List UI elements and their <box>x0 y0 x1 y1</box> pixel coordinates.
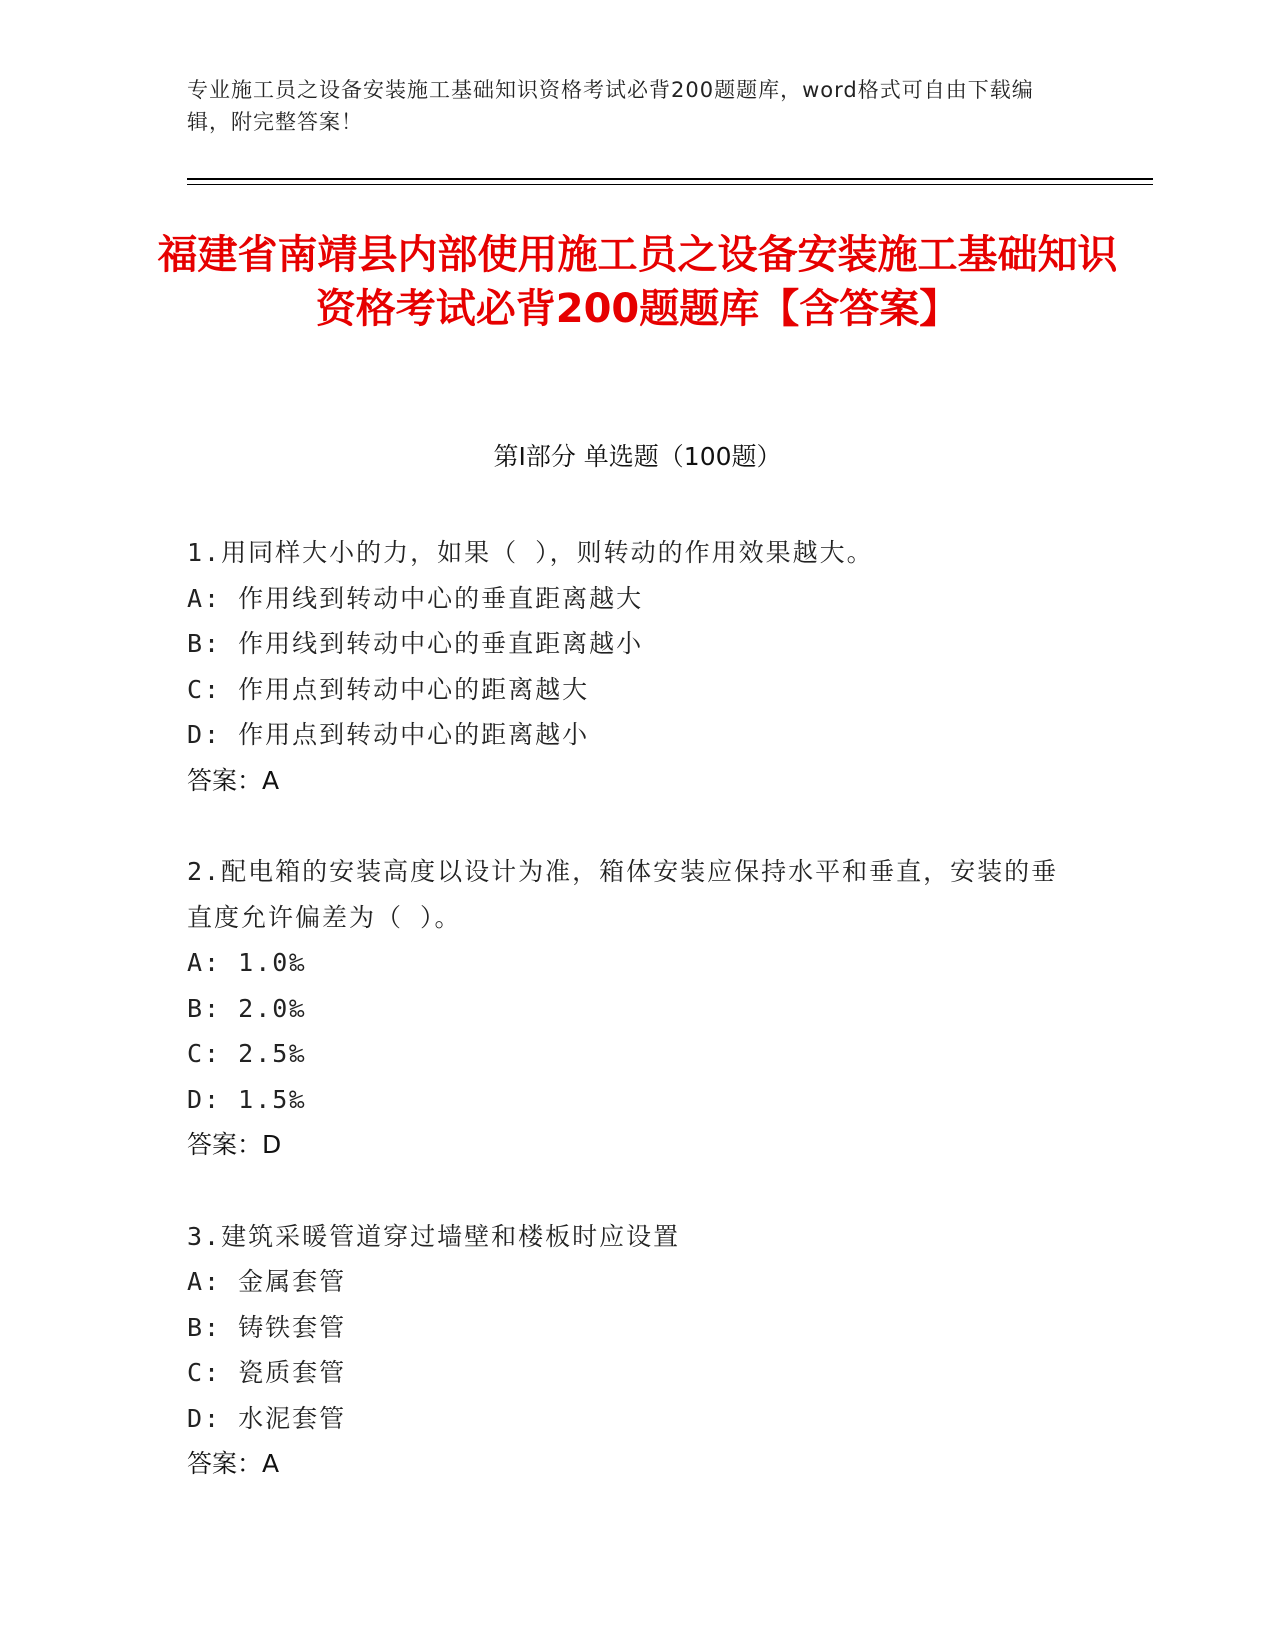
question-stem: 1.用同样大小的力，如果（ ），则转动的作用效果越大。 <box>187 538 874 567</box>
option-b: B: 铸铁套管 <box>187 1312 347 1342</box>
option-c: C: 2.5‰ <box>187 1039 307 1068</box>
option-c: C: 作用点到转动中心的距离越大 <box>187 674 590 704</box>
answer: 答案：A <box>187 765 280 795</box>
option-d: D: 水泥套管 <box>187 1403 347 1433</box>
question-stem: 2.配电箱的安装高度以设计为准，箱体安装应保持水平和垂直，安装的垂直度允许偏差为（ ）。 <box>187 857 1059 932</box>
option-d: D: 作用点到转动中心的距离越小 <box>187 720 590 749</box>
option-b: B: 作用线到转动中心的垂直距离越小 <box>187 629 644 658</box>
question-3 <box>187 1214 1067 1487</box>
question-1 <box>187 530 1067 803</box>
option-c: C: 瓷质套管 <box>187 1358 347 1387</box>
question-stem: 3.建筑采暖管道穿过墙壁和楼板时应设置 <box>187 1221 681 1251</box>
option-b: B: 2.0‰ <box>187 993 307 1023</box>
header-rule-thin <box>187 184 1153 185</box>
section-heading: 第Ⅰ部分 单选题（100题） <box>493 442 782 471</box>
document-title: 福建省南靖县内部使用施工员之设备安装施工基础知识资格考试必背200题题库【含答案】 <box>157 232 1118 332</box>
header-note: 专业施工员之设备安装施工基础知识资格考试必背200题题库，word格式可自由下载编辑，附完整答案！ <box>187 78 1034 134</box>
option-a: A: 金属套管 <box>187 1267 347 1296</box>
header-rule-thick <box>187 178 1153 180</box>
option-a: A: 1.0‰ <box>187 948 307 977</box>
question-list <box>187 530 1067 1533</box>
answer: 答案：D <box>187 1130 282 1159</box>
question-2 <box>187 849 1067 1168</box>
option-d: D: 1.5‰ <box>187 1084 307 1114</box>
answer: 答案：A <box>187 1449 280 1478</box>
option-a: A: 作用线到转动中心的垂直距离越大 <box>187 583 644 613</box>
